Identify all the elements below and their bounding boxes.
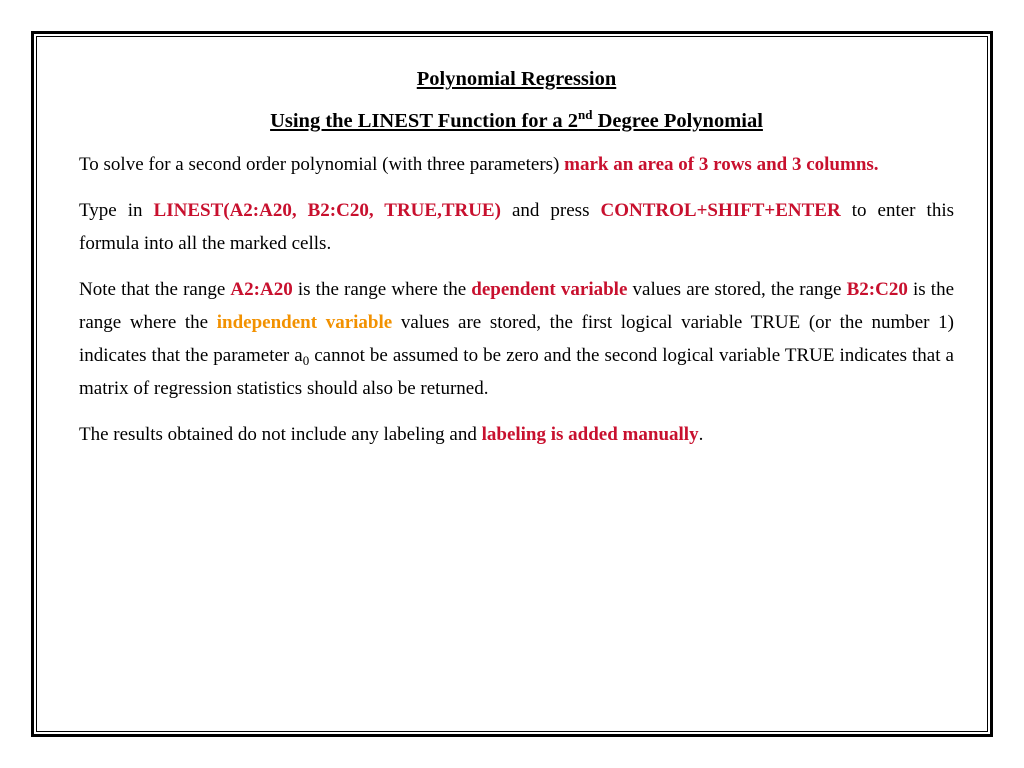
paragraph-range-notes: [79, 273, 954, 405]
paragraph-4-text-1: The results obtained do not include any labeling and: [79, 424, 482, 445]
slide-content: [79, 62, 954, 451]
subtitle-text-after: Degree Polynomial: [592, 110, 763, 132]
subtitle-text-before: Using the LINEST Function for a 2: [270, 110, 579, 132]
key-combination: CONTROL+SHIFT+ENTER: [600, 200, 841, 221]
paragraph-labeling: [79, 418, 954, 451]
paragraph-linest-formula: [79, 194, 954, 260]
independent-range: B2:C20: [846, 279, 908, 300]
independent-variable-label: independent variable: [216, 312, 393, 333]
parameter-subscript: 0: [302, 353, 310, 368]
paragraph-1-text: To solve for a second order polynomial (with three parameters): [79, 154, 565, 175]
paragraph-3-text-4: is the range where the: [79, 279, 955, 333]
dependent-variable-label: dependent variable: [471, 279, 628, 300]
slide-subtitle: [79, 104, 954, 138]
paragraph-2-text-1: Type in: [79, 200, 154, 221]
paragraph-3-text-1: Note that the range: [79, 279, 231, 300]
paragraph-3-text-3: values are stored, the range: [627, 279, 847, 300]
subtitle-superscript: nd: [578, 107, 593, 122]
linest-formula: LINEST(A2:A20, B2:C20, TRUE,TRUE): [153, 200, 501, 221]
labeling-highlight: labeling is added manually: [481, 424, 699, 445]
paragraph-3-text-2: is the range where the: [292, 279, 472, 300]
paragraph-1-highlight: mark an area of 3 rows and 3 columns.: [564, 154, 879, 175]
dependent-range: A2:A20: [230, 279, 293, 300]
paragraph-3-text-5: values are stored, the first logical variable TRUE (or the number 1) indicates that the parameter a: [79, 312, 954, 366]
paragraph-2-text-2: and press: [500, 200, 601, 221]
paragraph-4-text-2: .: [698, 424, 704, 445]
paragraph-instructions: [79, 148, 954, 181]
slide-title: Polynomial Regression: [416, 68, 617, 90]
paragraph-2-text-3: to enter this formula into all the marked cells.: [79, 200, 954, 254]
paragraph-3-text-6: cannot be assumed to be zero and the second logical variable TRUE indicates that a matrix of regression statistics should also be returned.: [79, 345, 954, 399]
